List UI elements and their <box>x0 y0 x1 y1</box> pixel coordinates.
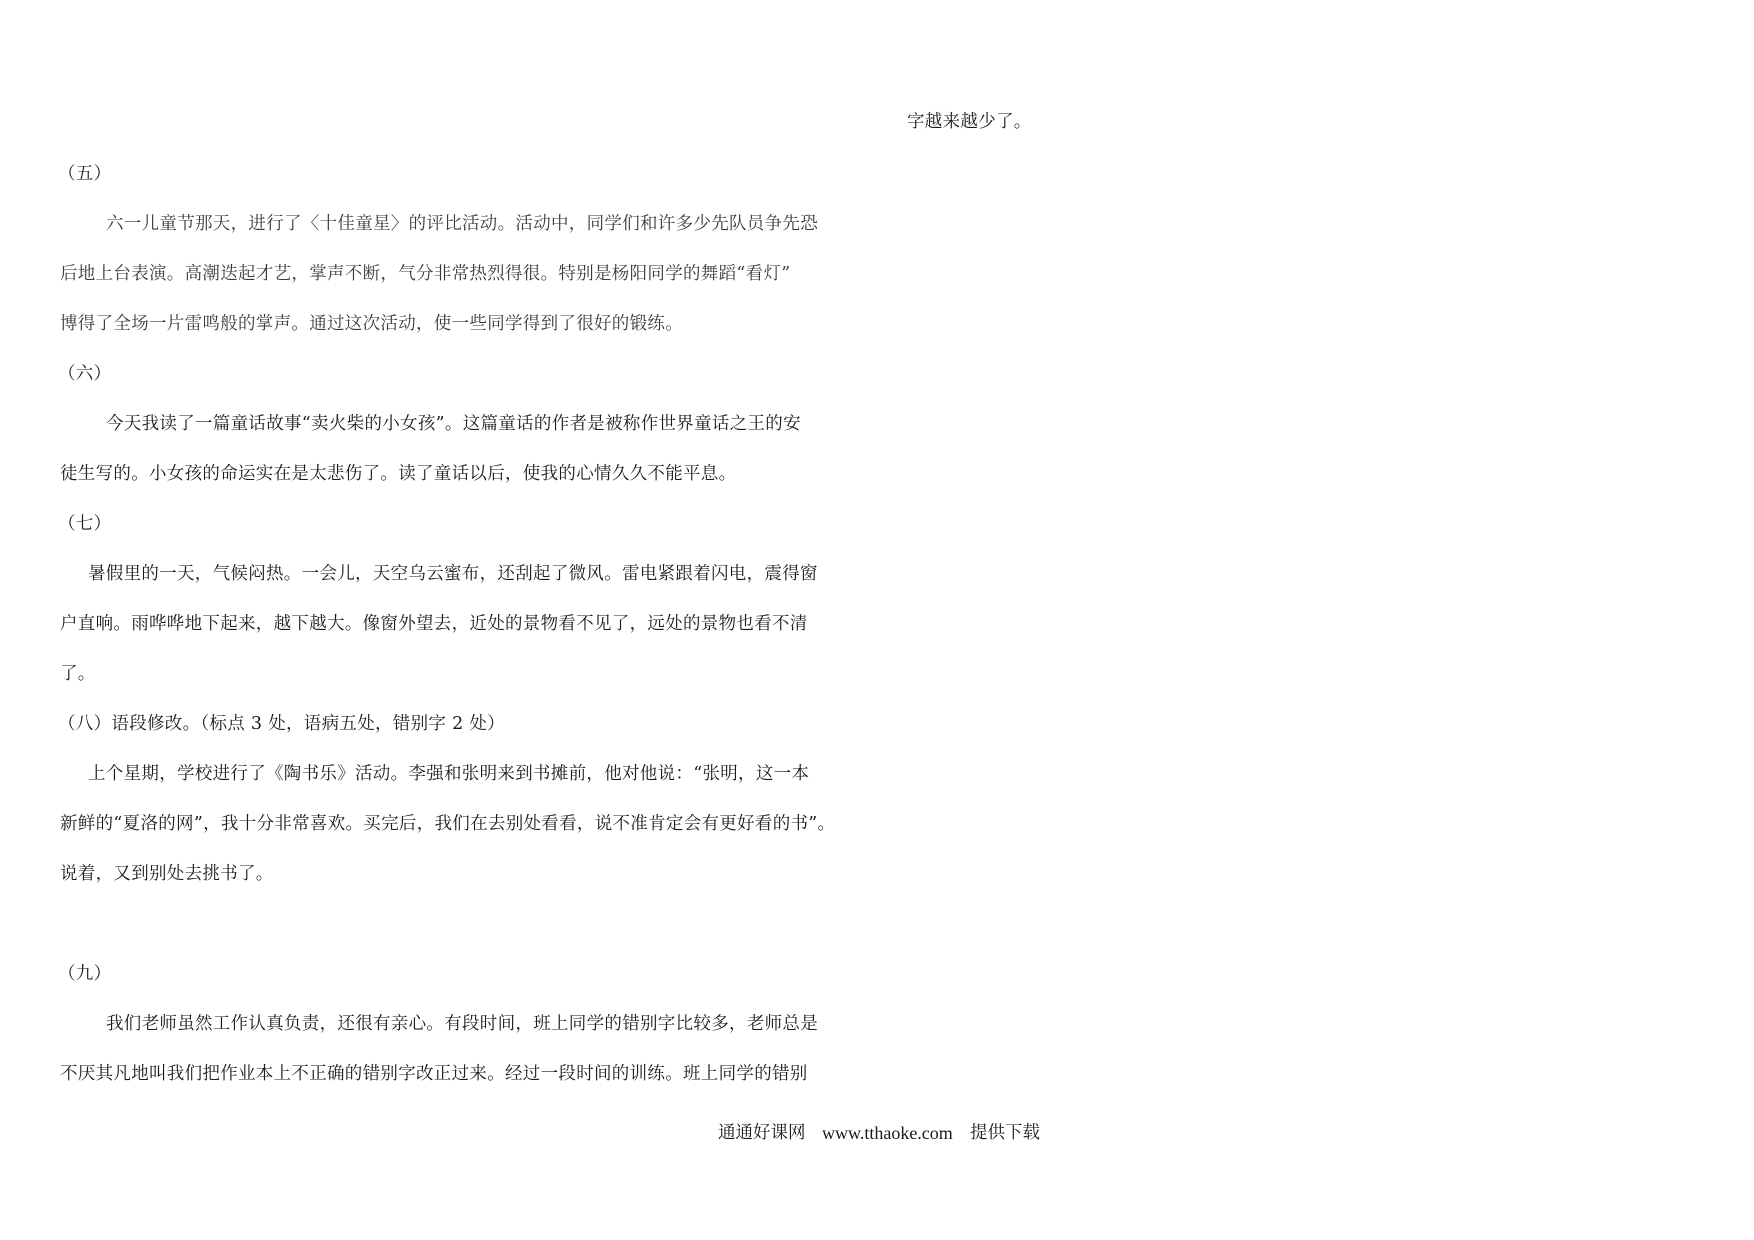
paragraph-line: 户直响。雨哗哗地下起来，越下越大。像窗外望去，近处的景物看不见了，远处的景物也看不清 <box>60 614 808 634</box>
paragraph-line: 了。 <box>60 664 96 684</box>
footer-download-note: 提供下载 <box>970 1123 1040 1143</box>
paragraph-line: 暑假里的一天，气候闷热。一会儿，天空乌云蜜布，还刮起了微风。雷电紧跟着闪电，震得窗 <box>88 564 818 584</box>
section-heading: （五） <box>58 164 112 184</box>
section-heading: （六） <box>58 364 112 384</box>
section-heading: （七） <box>58 514 112 534</box>
paragraph-line: 博得了全场一片雷鸣般的掌声。通过这次活动，使一些同学得到了很好的锻练。 <box>60 314 683 334</box>
paragraph-line: 不厌其凡地叫我们把作业本上不正确的错别字改正过来。经过一段时间的训练。班上同学的错别 <box>60 1064 808 1084</box>
paragraph-line: 上个星期，学校进行了《陶书乐》活动。李强和张明来到书摊前，他对他说：“张明，这一本 <box>88 764 810 784</box>
paragraph-line: 新鲜的“夏洛的网”，我十分非常喜欢。买完后，我们在去别处看看，说不准肯定会有更好看的书”。 <box>60 814 836 834</box>
paragraph-line: 说着，又到别处去挑书了。 <box>60 864 274 884</box>
right-column-text: 字越来越少了。 <box>907 112 1032 132</box>
footer-site-name: 通通好课网 <box>718 1123 806 1143</box>
paragraph-line: 我们老师虽然工作认真负责，还很有亲心。有段时间，班上同学的错别字比较多，老师总是 <box>106 1014 818 1034</box>
paragraph-line: 后地上台表演。高潮迭起才艺，掌声不断，气分非常热烈得很。特别是杨阳同学的舞蹈“看灯” <box>60 264 791 284</box>
paragraph-line: 今天我读了一篇童话故事“卖火柴的小女孩”。这篇童话的作者是被称作世界童话之王的安 <box>106 414 801 434</box>
section-heading: （九） <box>58 964 112 984</box>
paragraph-line: 徒生写的。小女孩的命运实在是太悲伤了。读了童话以后，使我的心情久久不能平息。 <box>60 464 737 484</box>
section-heading: （八）语段修改。（标点 3 处，语病五处，错别字 2 处） <box>58 714 505 734</box>
footer-url: www.tthaoke.com <box>822 1123 953 1143</box>
paragraph-line: 六一儿童节那天，进行了〈十佳童星〉的评比活动。活动中，同学们和许多少先队员争先恐 <box>106 214 818 234</box>
